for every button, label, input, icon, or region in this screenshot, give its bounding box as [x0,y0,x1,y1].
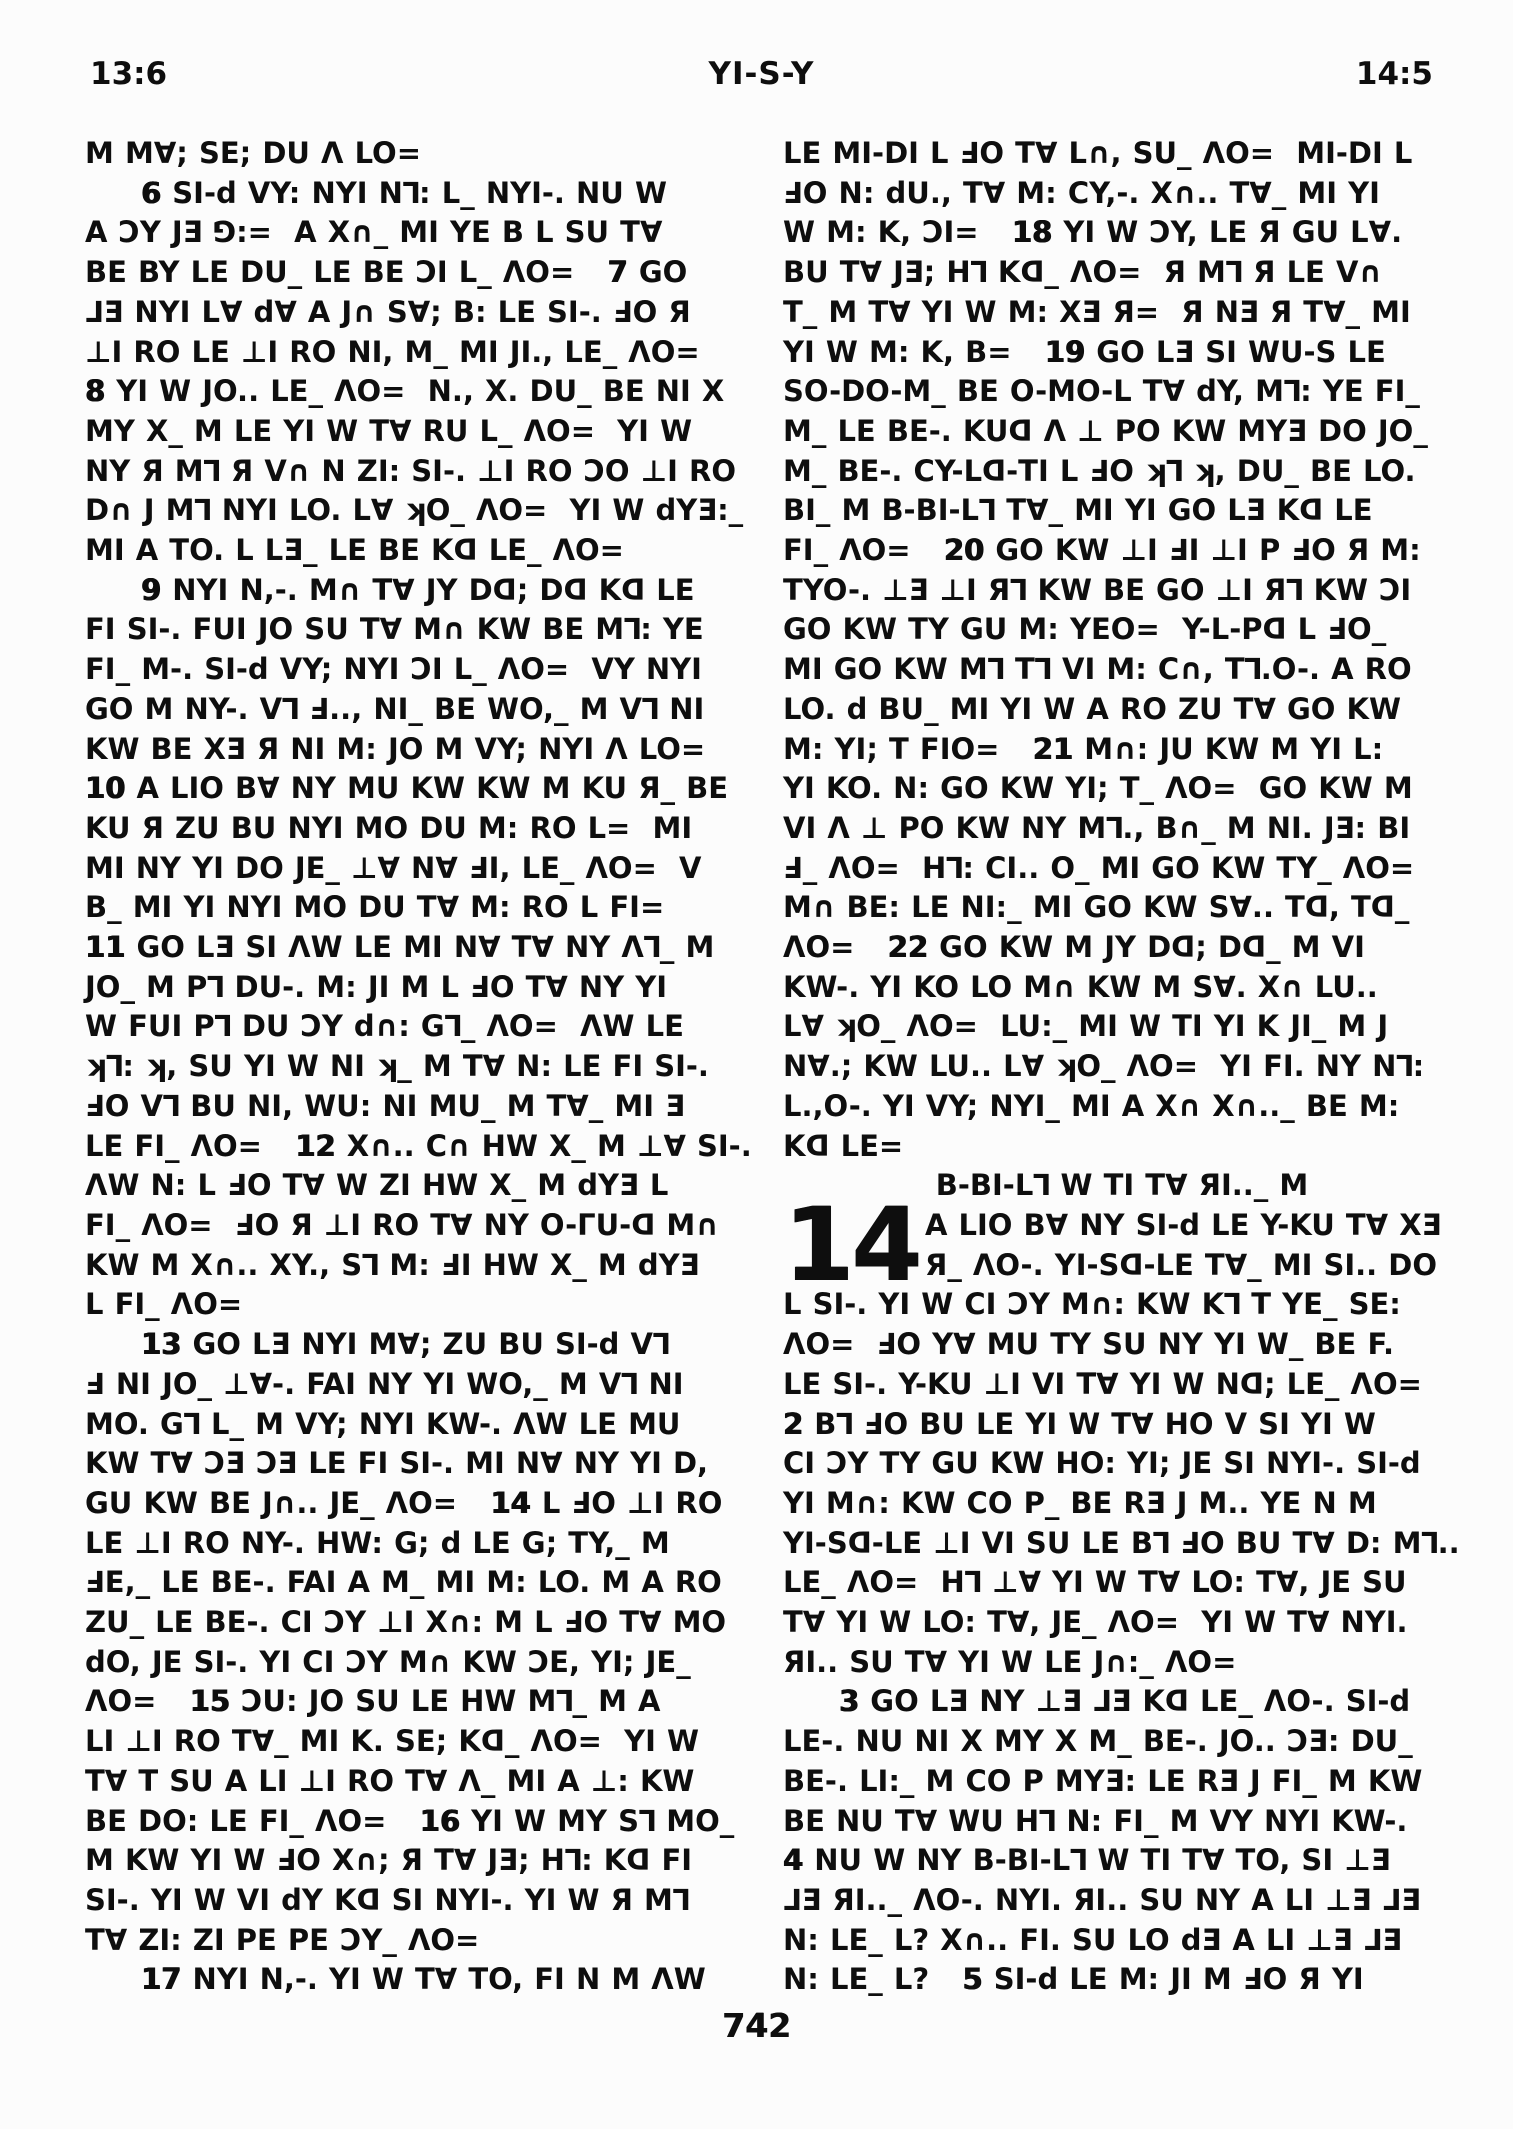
text-line: ZU_ LE BE-. CI ƆY ⊥I X∩: M L ℲO T∀ MO [85,1605,727,1640]
text-line: A ƆY JƎ ⅁:= A X∩_ MI YE B L SU T∀ [85,215,663,250]
text-line: ℲO V⅂ BU NI, WU: NI MU_ M T∀_ MI Ǝ [85,1088,685,1123]
page-title: YI-S-Y [708,56,815,92]
right-text-column [783,134,1461,2000]
text-line: GO KW TY GU M: YEO= Y-L-Pᗡ L ℲO_ [783,612,1387,647]
text-line: Ⅎ NI JO_ ⊥∀-. FAI NY YI WO,_ M V⅂ NI [85,1366,684,1401]
text-line: M KW YI W ℲO X∩; Я T∀ JƎ; H⅂: Kᗡ FI [85,1843,693,1878]
text-line: LE FI_ ΛO= 12 X∩.. C∩ HW X_ M ⊥∀ SI-. [85,1128,752,1163]
text-line: JO_ M P⅂ DU-. M: JI M L ℲO T∀ NY YI [85,969,668,1004]
text-line: LE MI-DI L ℲO T∀ L∩, SU_ ΛO= MI-DI L [783,136,1413,170]
text-line: 11 GO LƎ SI ΛW LE MI N∀ T∀ NY Λ⅂_ M [85,930,715,965]
text-line: ΛW N: L ℲO T∀ W ZI HW X_ M dYƎ L [85,1168,669,1203]
text-line: ЯI.. SU T∀ YI W LE J∩:_ ΛO= [783,1644,1237,1679]
text-line: L∀ ʞO_ ΛO= LU:_ MI W TI YI K JI_ M J [783,1009,1389,1044]
text-line: KW M X∩.. XY., S⅂ M: ℲI HW X_ M dYƎ [85,1247,700,1282]
text-columns [85,134,1461,2000]
text-line: ⊥I RO LE ⊥I RO NI, M_ MI JI., LE_ ΛO= [85,334,700,369]
text-line: NY Я M⅂ Я V∩ N ZI: SI-. ⊥I RO ƆO ⊥I RO [85,453,737,488]
text-line: VI Λ ⊥ PO KW NY M⅂., B∩_ M NI. JƎ: BI [783,810,1411,845]
text-line: SI-. YI W VI dY Kᗡ SI NYI-. YI W Я M⅂ [85,1882,690,1917]
text-line: 17 NYI N,-. YI W T∀ TO, FI N M ΛW [141,1962,706,1997]
text-line: Kᗡ LE= [783,1128,904,1163]
text-line: ⅃Ǝ ЯI.._ ΛO-. NYI. ЯI.. SU NY A LI ⊥Ǝ ⅃Ǝ [783,1882,1421,1917]
text-line: L FI_ ΛO= [85,1287,243,1322]
text-line: B_ MI YI NYI MO DU T∀ M: RO L FI= [85,890,665,925]
text-line: YI-Sᗡ-LE ⊥I VI SU LE B⅂ ℲO BU T∀ D: M⅂.. [783,1525,1460,1560]
text-line: 2 B⅂ ℲO BU LE YI W T∀ HO V SI YI W [783,1406,1376,1441]
text-line: L.,O-. YI VY; NYI_ MI A X∩ X∩.._ BE M: [783,1088,1400,1123]
text-line: T_ M T∀ YI W M: XƎ Я= Я NƎ Я T∀_ MI [783,294,1411,329]
text-line: KW BE XƎ Я NI M: JO M VY; NYI Λ LO= [85,731,706,766]
text-line: A LIO B∀ NY SI-d LE Y-KU T∀ XƎ [925,1207,1442,1242]
text-line: YI W M: K, B= 19 GO LƎ SI WU-S LE [783,334,1386,369]
text-line: L SI-. YI W CI ƆY M∩: KW K⅂ T YE_ SE: [783,1287,1401,1322]
text-line: M: YI; T FIO= 21 M∩: JU KW M YI L: [783,731,1384,766]
header-ref-left: 13:6 [90,56,168,92]
text-line: LE-. NU NI X MY X M_ BE-. JO.. ƆƎ: DU_ [783,1724,1413,1759]
text-line: ΛO= 15 ƆU: JO SU LE HW M⅂_ M A [85,1684,661,1719]
text-line: M_ LE BE-. KUᗡ Λ ⊥ PO KW MYƎ DO JO_ [783,413,1428,448]
header-ref-right: 14:5 [1355,56,1433,92]
text-line: FI_ M-. SI-d VY; NYI ƆI L_ ΛO= VY NYI [85,652,702,687]
text-line: ΛO= ℲO Y∀ MU TY SU NY YI W_ BE F. [783,1327,1395,1362]
page-header [90,56,1433,92]
text-line: LE_ ΛO= H⅂ ⊥∀ YI W T∀ LO: T∀, JE SU [783,1565,1407,1600]
text-line: KU Я ZU BU NYI MO DU M: RO L= MI [85,810,693,845]
text-line: N: LE_ L? 5 SI-d LE M: JI M ℲO Я YI [783,1962,1364,1997]
text-line: ʞ⅂: ʞ, SU YI W NI ʞ_ M T∀ N: LE FI SI-. [85,1049,709,1084]
text-line: ℲO N: dU., T∀ M: CY,-. X∩.. T∀_ MI YI [783,175,1380,210]
text-line: Ⅎ_ ΛO= H⅂: CI.. O_ MI GO KW TY_ ΛO= [783,850,1415,885]
text-line: MI NY YI DO JE_ ⊥∀ N∀ ℲI, LE_ ΛO= V [85,850,702,885]
text-line: T∀ T SU A LI ⊥I RO T∀ Λ_ MI A ⊥: KW [85,1763,695,1798]
text-line: MY X_ M LE YI W T∀ RU L_ ΛO= YI W [85,413,693,448]
text-line: LE ⊥I RO NY-. HW: G; d LE G; TY,_ M [85,1525,670,1560]
text-line: 13 GO LƎ NYI M∀; ZU BU SI-d V⅂ [141,1327,670,1362]
text-line: MO. G⅂ L_ M VY; NYI KW-. ΛW LE MU [85,1406,681,1441]
text-line: D∩ J M⅂ NYI LO. L∀ ʞO_ ΛO= YI W dYƎ:_ [85,493,744,528]
text-line: GO M NY-. V⅂ Ⅎ.., NI_ BE WO,_ M V⅂ NI [85,691,705,726]
text-line: dO, JE SI-. YI CI ƆY M∩ KW ƆE, YI; JE_ [85,1644,691,1679]
text-line: LI ⊥I RO T∀_ MI K. SE; Kᗡ_ ΛO= YI W [85,1724,699,1759]
text-line: T∀ YI W LO: T∀, JE_ ΛO= YI W T∀ NYI. [783,1605,1408,1640]
text-line: YI KO. N: GO KW YI; T_ ΛO= GO KW M [783,771,1413,806]
text-line: LO. d BU_ MI YI W A RO ZU T∀ GO KW [783,691,1402,726]
text-line: YI M∩: KW CO P_ BE RƎ J M.. YE N M [783,1485,1377,1520]
right-column-upper-text [783,134,1461,1166]
text-line: CI ƆY TY GU KW HO: YI; JE SI NYI-. SI-d [783,1446,1421,1481]
text-line: SO-DO-M_ BE O-MO-L T∀ dY, M⅂: YE FI_ [783,374,1420,409]
text-line: M M∀; SE; DU Λ LO= [85,136,421,170]
text-line: BU T∀ JƎ; H⅂ Kᗡ_ ΛO= Я M⅂ Я LE V∩ [783,255,1382,290]
text-line: FI SI-. FUI JO SU T∀ M∩ KW BE M⅂: YE [85,612,704,647]
text-line: ⅃Ǝ NYI L∀ d∀ A J∩ S∀; B: LE SI-. ℲO Я [85,294,691,329]
text-line: ℲE,_ LE BE-. FAI A M_ MI M: LO. M A RO [85,1565,722,1600]
text-line: FI_ ΛO= 20 GO KW ⊥I ℲI ⊥I P ℲO Я M: [783,533,1421,568]
text-line: N: LE_ L? X∩.. FI. SU LO dƎ A LI ⊥Ǝ ⅃Ǝ [783,1922,1402,1957]
text-line: Я_ ΛO-. YI-Sᗡ-LE T∀_ MI SI.. DO [925,1247,1438,1282]
text-line: ΛO= 22 GO KW M JY Dᗡ; Dᗡ_ M VI [783,930,1365,965]
text-line: MI A TO. L LƎ_ LE BE Kᗡ LE_ ΛO= [85,533,624,568]
text-line: 9 NYI N,-. M∩ T∀ JY Dᗡ; Dᗡ Kᗡ LE [141,572,695,607]
text-line: M∩ BE: LE NI:_ MI GO KW S∀.. Tᗡ, Tᗡ_ [783,890,1410,925]
text-line: 10 A LIO B∀ NY MU KW KW M KU Я_ BE [85,771,729,806]
text-line: LE SI-. Y-KU ⊥I VI T∀ YI W Nᗡ; LE_ ΛO= [783,1366,1422,1401]
text-line: N∀.; KW LU.. L∀ ʞO_ ΛO= YI FI. NY N⅂: [783,1049,1425,1084]
text-line: BE NU T∀ WU H⅂ N: FI_ M VY NYI KW-. [783,1803,1408,1838]
text-line: M_ BE-. CY-Lᗡ-TI L ℲO ʞ⅂ ʞ, DU_ BE LO. [783,453,1416,488]
text-line: KW T∀ ƆƎ ƆƎ LE FI SI-. MI N∀ NY YI D, [85,1446,709,1481]
text-line: TYO-. ⊥Ǝ ⊥I Я⅂ KW BE GO ⊥I Я⅂ KW ƆI [783,572,1412,607]
text-line: BE-. LI:_ M CO P MYƎ: LE RƎ J FI_ M KW [783,1763,1423,1798]
text-line: BE DO: LE FI_ ΛO= 16 YI W MY S⅂ MO_ [85,1803,735,1838]
text-line: 4 NU W NY B-BI-L⅂ W TI T∀ TO, SI ⊥Ǝ [783,1843,1391,1878]
text-line: 6 SI-d VY: NYI N⅂: L_ NYI-. NU W [141,175,667,210]
text-line: BE BY LE DU_ LE BE ƆI L_ ΛO= 7 GO [85,255,688,290]
text-line: W M: K, ƆI= 18 YI W ƆY, LE Я GU L∀. [783,215,1403,250]
section-heading: B-BI-L⅂ W TI T∀ ЯI.._ M [935,1168,1309,1203]
text-line: W FUI P⅂ DU ƆY d∩: G⅂_ ΛO= ΛW LE [85,1009,684,1044]
chapter-number-dropcap: 14 [783,1185,919,1305]
right-column-lower-text [783,1285,1461,2000]
text-line: MI GO KW M⅂ T⅂ VI M: C∩, T⅂.O-. A RO [783,652,1412,687]
text-line: GU KW BE J∩.. JE_ ΛO= 14 L ℲO ⊥I RO [85,1485,723,1520]
text-line: T∀ ZI: ZI PE PE ƆY_ ΛO= [85,1922,480,1957]
text-line: BI_ M B-BI-L⅂ T∀_ MI YI GO LƎ Kᗡ LE [783,493,1373,528]
text-line: 3 GO LƎ NY ⊥Ǝ ⅃Ǝ Kᗡ LE_ ΛO-. SI-d [839,1684,1411,1719]
text-line: FI_ ΛO= ℲO Я ⊥I RO T∀ NY O-ΓU-ᗡ M∩ [85,1207,719,1242]
text-line: KW-. YI KO LO M∩ KW M S∀. X∩ LU.. [783,969,1378,1004]
text-line: 8 YI W JO.. LE_ ΛO= N., X. DU_ BE NI X [85,374,725,409]
left-text-column [85,134,763,2000]
page-number: 742 [722,2006,791,2045]
